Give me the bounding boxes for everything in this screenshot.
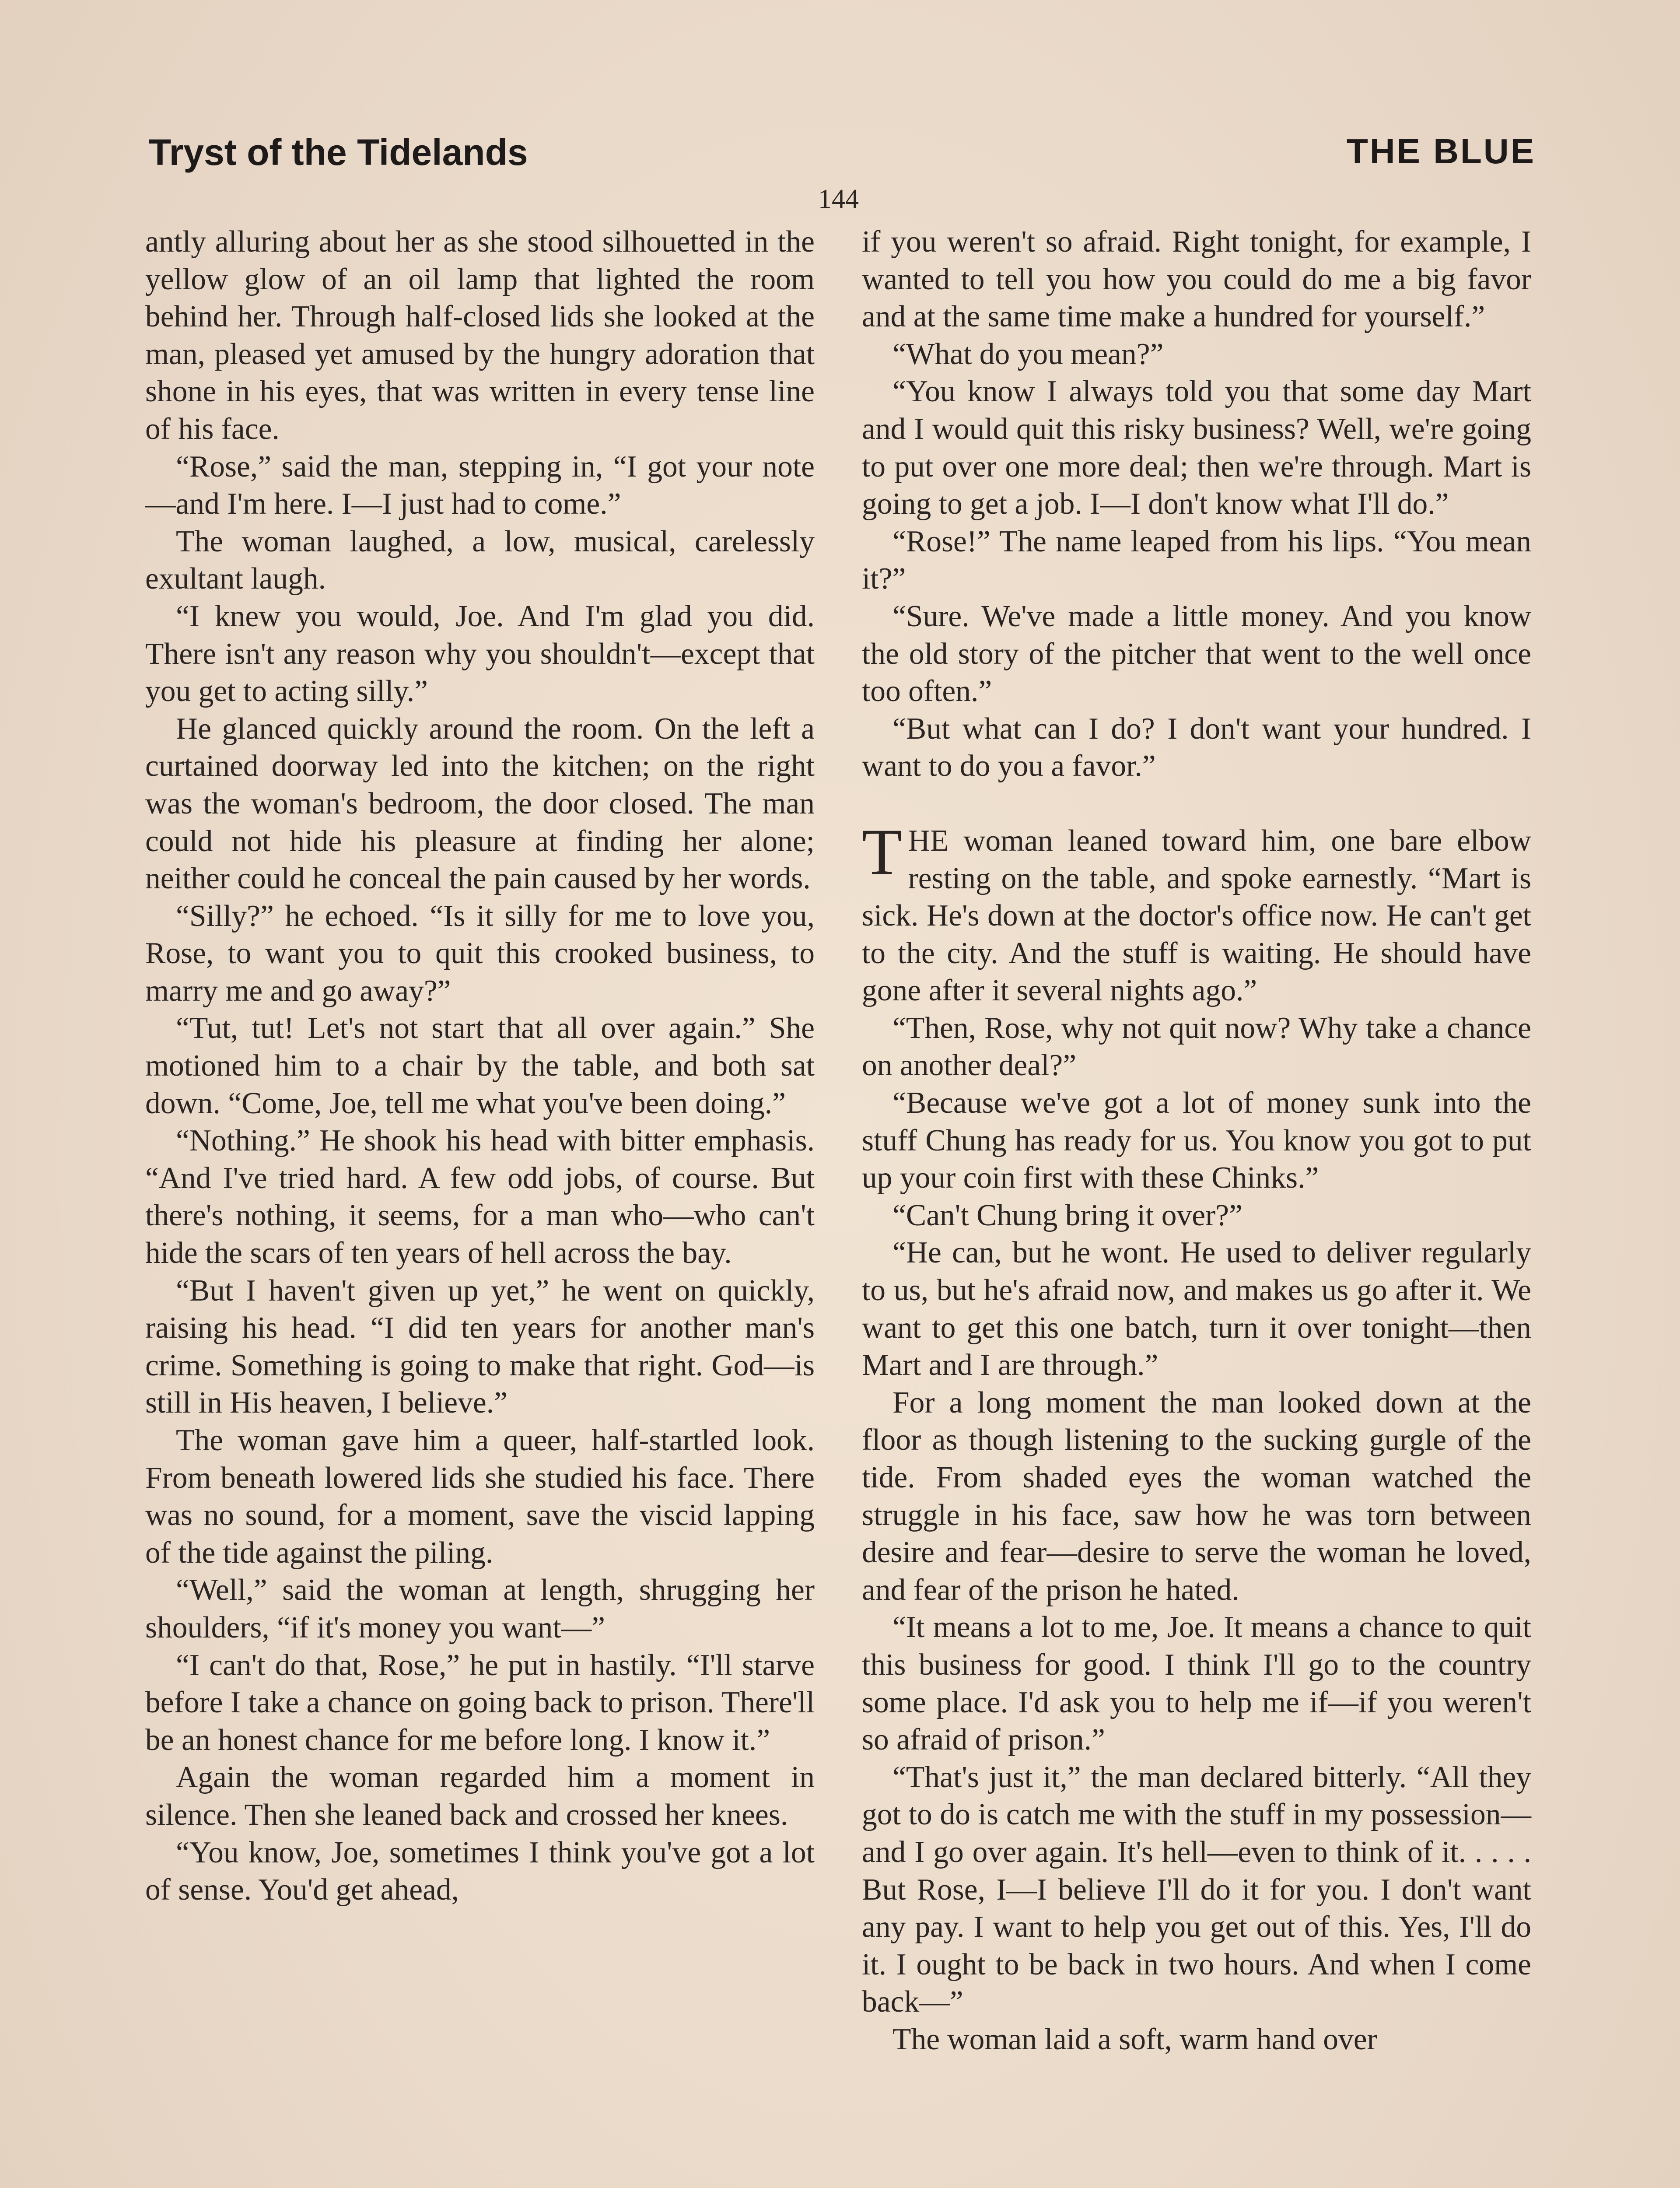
paragraph: “Tut, tut! Let's not start that all over again.” She motioned him to a chair by the table, and both sat down. “Come, Joe, tell me what you've been doing.”: [145, 1011, 815, 1120]
paragraph: “But what can I do? I don't want your hundred. I want to do you a favor.”: [862, 712, 1531, 783]
story-title: Tryst of the Tidelands: [149, 132, 528, 173]
paragraph: “He can, but he wont. He used to deliver regularly to us, but he's afraid now, and makes us go after it. We want to get this one batch, turn it over tonight—then Mart and I are through.”: [862, 1236, 1531, 1382]
paragraph: Again the woman regarded him a moment in silence. Then she leaned back and crossed her knees.: [145, 1760, 815, 1832]
drop-cap: T: [862, 815, 902, 888]
paragraph: The woman laughed, a low, musical, carelessly exultant laugh.: [145, 524, 815, 596]
paragraph: antly alluring about her as she stood silhouetted in the yellow glow of an oil lamp that lighted the room behind her. Through half-closed lids she looked at the man, pleased yet amused by the hungry adoration that shone in his eyes, that was written in every tense line of his face.: [145, 225, 815, 446]
paragraph: For a long moment the man looked down at the floor as though listening to the sucking gurgle of the tide. From shaded eyes the woman watched the struggle in his face, saw how he was torn between desire and fear—desire to serve the woman he loved, and fear of the prison he hated.: [862, 1385, 1531, 1607]
paragraph: “You know I always told you that some day Mart and I would quit this risky business? Well, we're going to put over one more deal; then we're through. Mart is going to get a job. I—I don't know what I'll do.”: [862, 375, 1531, 521]
paragraph: The woman gave him a queer, half-startled look. From beneath lowered lids she studied his face. There was no sound, for a moment, save the viscid lapping of the tide against the piling.: [145, 1424, 815, 1570]
paragraph: “I knew you would, Joe. And I'm glad you did. There isn't any reason why you shouldn't—except that you get to acting silly.”: [145, 599, 815, 708]
paragraph: “Because we've got a lot of money sunk into the stuff Chung has ready for us. You know you got to put up your coin first with these Chinks.”: [862, 1086, 1531, 1195]
paragraph: “Rose,” said the man, stepping in, “I got your note—and I'm here. I—I just had to come.”: [145, 449, 815, 521]
paragraph: “That's just it,” the man declared bitterly. “All they got to do is catch me with the stuff in my possession—and I go over again. It's hell—even to think of it. . . . . But Rose, I—I believe I'll do it for you. I don't want any pay. I want to help you get out of this. Yes, I'll do it. I ought to be back in two hours. And when I come back—”: [862, 1760, 1531, 2019]
paragraph: The woman laid a soft, warm hand over: [892, 2022, 1377, 2056]
magazine-title: THE BLUE: [1347, 132, 1536, 171]
section-break: [862, 785, 1531, 822]
paragraph: “Nothing.” He shook his head with bitter emphasis. “And I've tried hard. A few odd jobs, of course. But there's nothing, it seems, for a man who—who can't hide the scars of ten years of hell across the bay.: [145, 1124, 815, 1270]
page-number: 144: [818, 184, 859, 214]
paragraph: “It means a lot to me, Joe. It means a chance to quit this business for good. I think I'll go to the country some place. I'd ask you to help me if—if you weren't so afraid of prison.”: [862, 1610, 1531, 1757]
right-column: [862, 223, 1531, 2058]
paragraph: “You know, Joe, sometimes I think you've got a lot of sense. You'd get ahead,: [145, 1835, 815, 1907]
paragraph: “Then, Rose, why not quit now? Why take a chance on another deal?”: [862, 1011, 1531, 1083]
paragraph: if you weren't so afraid. Right tonight, for example, I wanted to tell you how you could do me a big favor and at the same time make a hundred for yourself.”: [862, 225, 1531, 334]
paragraph: “What do you mean?”: [892, 337, 1164, 371]
paragraph: “Sure. We've made a little money. And you know the old story of the pitcher that went to the well once too often.”: [862, 599, 1531, 708]
left-column: [145, 223, 815, 1909]
paragraph: “I can't do that, Rose,” he put in hastily. “I'll starve before I take a chance on going back to prison. There'll be an honest chance for me before long. I know it.”: [145, 1648, 815, 1757]
paragraph: “Can't Chung bring it over?”: [892, 1198, 1242, 1232]
dropcap-paragraph-text: HE woman leaned toward him, one bare elbow resting on the table, and spoke earnestly. “Mart is sick. He's down at the doctor's office now. He can't get to the city. And the stuff is waiting. He should have gone after it several nights ago.”: [862, 824, 1531, 1008]
paragraph: “Silly?” he echoed. “Is it silly for me to love you, Rose, to want you to quit this crooked business, to marry me and go away?”: [145, 899, 815, 1008]
paragraph: “Well,” said the woman at length, shrugging her shoulders, “if it's money you want—”: [145, 1573, 815, 1645]
dropcap-paragraph: [862, 815, 1531, 1010]
paragraph: “But I haven't given up yet,” he went on quickly, raising his head. “I did ten years for another man's crime. Something is going to make that right. God—is still in His heaven, I believe.”: [145, 1273, 815, 1420]
paragraph: He glanced quickly around the room. On the left a curtained doorway led into the kitchen; on the right was the woman's bedroom, the door closed. The man could not hide his pleasure at finding her alone; neither could he conceal the pain caused by her words.: [145, 712, 815, 896]
paragraph: “Rose!” The name leaped from his lips. “You mean it?”: [862, 524, 1531, 596]
